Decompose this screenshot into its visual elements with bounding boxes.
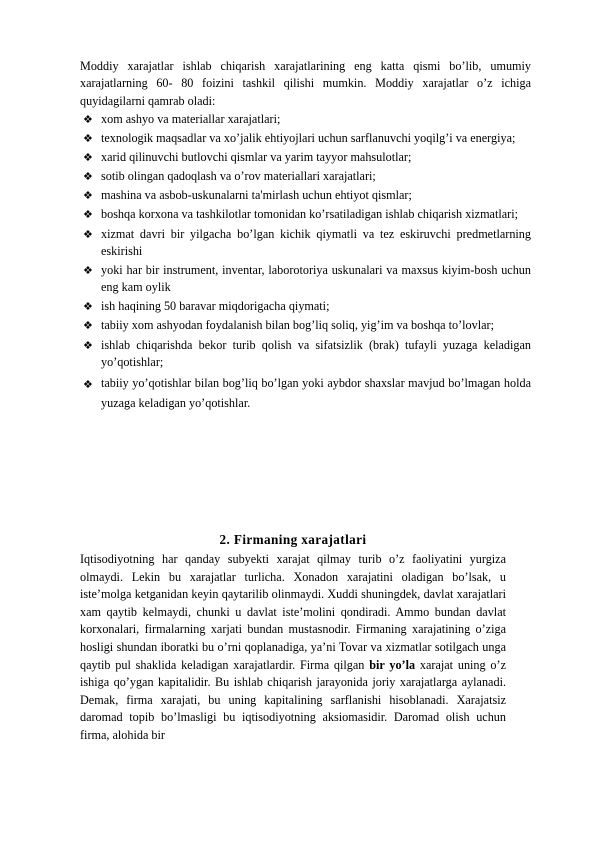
intro-paragraph: Moddiy xarajatlar ishlab chiqarish xarajatlarining eng katta qismi bo’lib, umumiy xarajatlarning 60- 80 foizini tashkil qilishi mumkin. Moddiy xarajatlar o’z ichiga quyidagilarni qamrab oladi: xyxy=(80,59,531,108)
diamond-star-bullet-icon: ❖ xyxy=(83,151,93,165)
list-item xyxy=(80,373,531,413)
diamond-star-bullet-icon: ❖ xyxy=(83,319,93,333)
diamond-star-bullet-icon: ❖ xyxy=(83,113,93,126)
list-item-text: texnologik maqsadlar va xo’jalik ehtiyojlari uchun sarflanuvchi yoqilg’i va energiya; xyxy=(101,131,516,146)
list-item xyxy=(80,149,531,166)
list-item-text: yoki har bir instrument, inventar, laborotoriya uskunalari va maxsus kiyim-bosh uchun eng kam oylik xyxy=(101,262,531,295)
list-item-text: tabiiy xom ashyodan foydalanish bilan bog’liq soliq, yig’im va boshqa to’lovlar; xyxy=(101,318,494,333)
list-item xyxy=(80,226,531,261)
list-item-text: ishlab chiqarishda bekor turib qolish va sifatsizlik (brak) tufayli yuzaga keladigan yo’qotishlar; xyxy=(101,337,531,369)
diamond-star-bullet-icon: ❖ xyxy=(83,189,93,203)
diamond-star-bullet-icon: ❖ xyxy=(83,227,93,241)
list-item-text: xom ashyo va materiallar xarajatlari; xyxy=(101,112,281,126)
body-text-end: xarajat uning o’z ishiga qo’ygan kapitalidir. Bu ishlab chiqarish jarayonida joriy xarajatlarga aylanadi. Demak, firma xarajati, bu uning kapitalining sarflanishi hisoblanadi. Xarajatsiz daromad topib bo’lmasligi bu iqtisodiyotning aksiomasidir. Daromad olish uchun firma, alohida bir xyxy=(80,657,506,742)
section-heading: 2. Firmaning xarajatlari xyxy=(219,532,367,547)
list-item-text: tabiiy yo’qotishlar bilan bog’liq bo’lgan yoki aybdor shaxslar mavjud bo’lmagan holda yuzaga keladigan yo’qotishlar. xyxy=(101,375,531,410)
list-item-text: ish haqining 50 baravar miqdorigacha qiymati; xyxy=(101,299,330,314)
diamond-star-bullet-icon: ❖ xyxy=(83,132,93,146)
list-item xyxy=(80,168,531,185)
list-item xyxy=(80,111,531,128)
list-item-text: mashina va asbob-uskunalarni ta'mirlash uchun ehtiyot qismlar; xyxy=(101,188,412,203)
list-item-text: boshqa korxona va tashkilotlar tomonidan ko’rsatiladigan ishlab chiqarish xizmatlari; xyxy=(101,207,518,222)
list-item-text: xizmat davri bir yilgacha bo’lgan kichik qiymatli va tez eskiruvchi predmetlarning eskirishi xyxy=(101,226,531,258)
list-item xyxy=(80,187,531,204)
list-item-text: sotib olingan qadoqlash va o’rov materiallari xarajatlari; xyxy=(101,169,376,184)
material-costs-list xyxy=(80,111,531,415)
list-item-text: xarid qilinuvchi butlovchi qismlar va yarim tayyor mahsulotlar; xyxy=(101,150,412,165)
body-text-bold: bir yo’la xyxy=(369,657,416,672)
list-item xyxy=(80,262,531,297)
diamond-star-bullet-icon: ❖ xyxy=(83,377,93,391)
diamond-star-bullet-icon: ❖ xyxy=(83,170,93,184)
list-item xyxy=(80,337,531,372)
diamond-star-bullet-icon: ❖ xyxy=(83,208,93,222)
list-item xyxy=(80,206,531,223)
diamond-star-bullet-icon: ❖ xyxy=(83,300,93,314)
list-item xyxy=(80,317,531,334)
diamond-star-bullet-icon: ❖ xyxy=(83,263,93,277)
body-text-start: Iqtisodiyotning har qanday subyekti xarajat qilmay turib o’z faoliyatini yurgiza olmaydi. Lekin bu xarajatlar turlicha. Xonadon xarajatini oladigan bo’lsak, u iste’molga ketganidan keyin qaytarilib olinmaydi. Xuddi shuningdek, davlat xarajatlari xam qaytib kelmaydi, chunki u davlat iste’molini qondiradi. Ammo bundan davlat korxonalari, firmalarning xarjati bundan mustasnodir. Firmaning xarajatining o’ziga hosligi shundan iboratki bu o’rni qoplanadiga, ya’ni Tovar va xizmatlar sotilgach unga qaytib pul shaklida keladigan xarajatlardir. Firma qilgan xyxy=(80,552,506,672)
section-body-paragraph xyxy=(80,551,506,745)
list-item xyxy=(80,130,531,147)
diamond-star-bullet-icon: ❖ xyxy=(83,338,93,352)
list-item xyxy=(80,298,531,315)
